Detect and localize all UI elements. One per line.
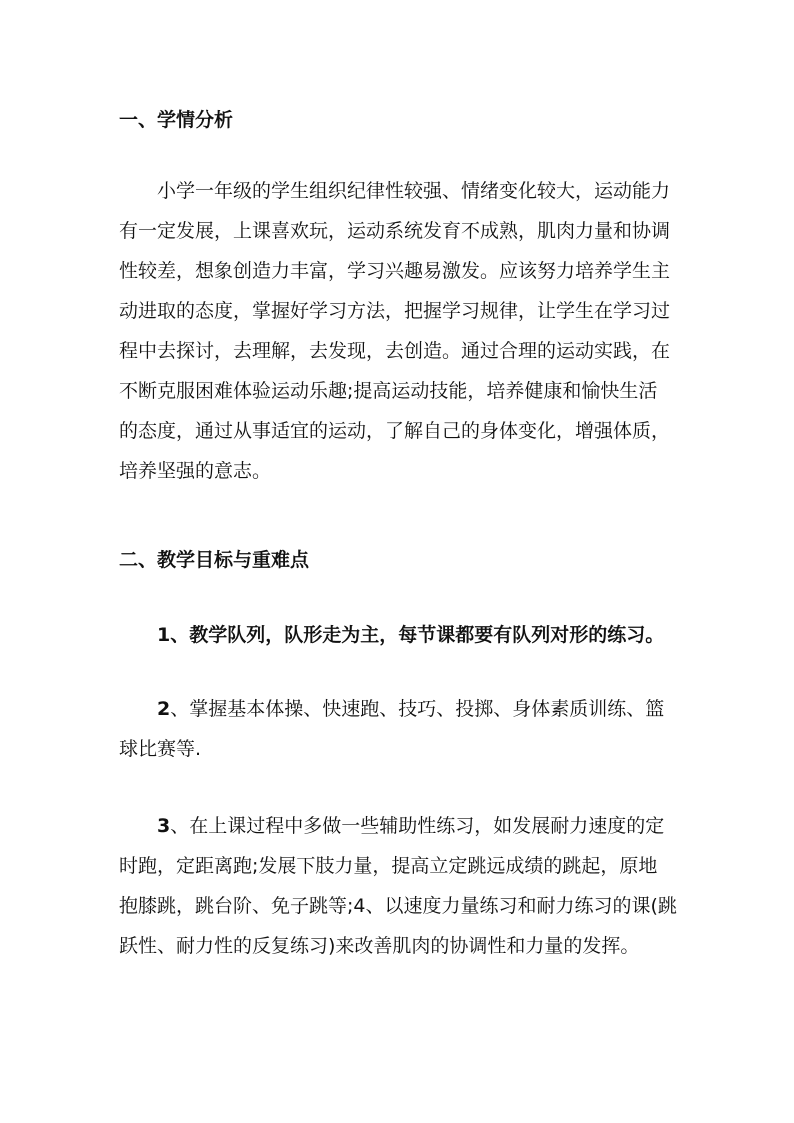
paragraph-line: 程中去探讨，去理解，去发现，去创造。通过合理的运动实践，在 bbox=[119, 340, 671, 362]
goal-item-2-text: 、掌握基本体操、快速跑、技巧、投掷、身体素质训练、篮 bbox=[170, 698, 665, 720]
paragraph-line: 抱膝跳，跳台阶、免子跳等;4、以速度力量练习和耐力练习的课(跳 bbox=[119, 895, 677, 917]
paragraph-line: 跃性、耐力性的反复练习)来改善肌肉的协调性和力量的发挥。 bbox=[119, 935, 640, 957]
section-heading-teaching-goals: 二、教学目标与重难点 bbox=[119, 549, 310, 571]
paragraph-line: 的态度，通过从事适宜的运动，了解自己的身体变化，增强体质， bbox=[119, 420, 671, 442]
goal-item-3-text: 、在上课过程中多做一些辅助性练习，如发展耐力速度的定 bbox=[170, 815, 665, 837]
paragraph-line: 动进取的态度，掌握好学习方法，把握学习规律，让学生在学习过 bbox=[119, 300, 671, 322]
paragraph-line: 时跑，定距离跑;发展下肢力量，提高立定跳远成绩的跳起，原地 bbox=[119, 855, 658, 877]
paragraph-line bbox=[119, 689, 689, 729]
goal-item-3 bbox=[119, 806, 689, 966]
paragraph-line: 小学一年级的学生组织纪律性较强、情绪变化较大，运动能力 bbox=[157, 180, 671, 202]
section-heading-student-analysis: 一、学情分析 bbox=[119, 109, 234, 131]
goal-item-1-text: 1、教学队列，队形走为主，每节课都要有队列对形的练习。 bbox=[157, 624, 665, 646]
goal-item-2 bbox=[119, 689, 689, 769]
paragraph-line: 不断克服困难体验运动乐趣;提高运动技能，培养健康和愉快生活 bbox=[119, 380, 658, 402]
paragraph-line: 性较差，想象创造力丰富，学习兴趣易激发。应该努力培养学生主 bbox=[119, 260, 671, 282]
paragraph-line bbox=[119, 806, 689, 846]
paragraph-line: 球比赛等. bbox=[119, 738, 202, 760]
goal-item-3-number: 3 bbox=[157, 815, 171, 837]
paragraph-line: 有一定发展，上课喜欢玩，运动系统发育不成熟，肌肉力量和协调 bbox=[119, 220, 671, 242]
student-analysis-paragraph bbox=[119, 171, 689, 491]
paragraph-line: 培养坚强的意志。 bbox=[119, 460, 272, 482]
goal-item-1 bbox=[119, 615, 689, 655]
goal-item-2-number: 2 bbox=[157, 698, 171, 720]
